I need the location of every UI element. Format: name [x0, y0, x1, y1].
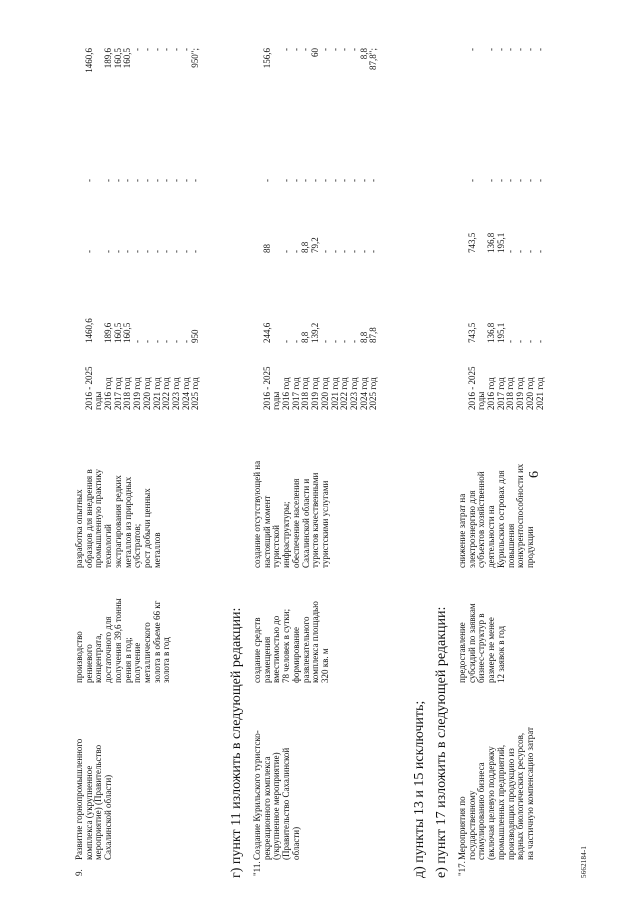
- local-column: 1460,6 189,6 160,5 160,5 - - - - - - 950";: [83, 48, 201, 73]
- measure-effect: разработка опытных образцов для внедрения в промышленную практику технологий экстрагирования редких металлов из природных субстратов; рост добычи ценных металлов: [74, 469, 162, 568]
- measure-result: производство рениевого концентрата, достаточного для получения 39,6 тонны рения в год; получение металлического золота в объеме 66 кг золота в год: [74, 598, 172, 683]
- measure-result: создание средств размещения вместимостью до 78 человек в сутки; формирование развлекательного комплекса площадью 320 кв. м: [252, 601, 330, 683]
- federal-column: - - - - - - - - - - -: [83, 250, 201, 253]
- regional-column: - - - - - - -: [466, 179, 545, 182]
- local-column: - - - - - - -: [466, 48, 545, 51]
- federal-column: 743,5 136,8 195,1 - - - -: [466, 232, 545, 253]
- measure-effect: снижение затрат на электроэнергию для субъектов хозяйственной деятельности на Курильских островах для повышения конкурентоспособности их продукции: [457, 463, 535, 568]
- total-column: 743,5 136,8 195,1 - - - -: [466, 322, 545, 343]
- local-column: 156,6 - - - 60 - - - - 8,8 87,8";: [261, 48, 379, 70]
- amendment-heading-d: д) пункты 13 и 15 исключить;: [412, 700, 427, 878]
- row-number: "11.: [252, 861, 262, 876]
- federal-column: 88 - - 8,8 79,2 - - - - - -: [261, 237, 379, 253]
- measure-name: Развитие горнопромышленного комплекса (укрупненное мероприятие) (Правительство Сахалинской области): [74, 738, 114, 860]
- regional-column: - - - - - - - - - - -: [83, 179, 201, 182]
- total-column: 1460,6 189,6 160,5 160,5 - - - - - - 950: [83, 318, 201, 343]
- total-column: 244,6 - - 8,8 139,2 - - - - 8,8 87,8: [261, 322, 379, 343]
- rotated-content: [65, 38, 588, 878]
- amendment-heading-e: е) пункт 17 изложить в следующей редакции:: [434, 606, 449, 878]
- row-number: 9.: [74, 869, 84, 876]
- measure-result: предоставление субсидий по заявкам бизнес-структур в размере не менее 12 заявок в год: [457, 603, 506, 683]
- regional-column: - - - - - - - - - - -: [261, 179, 379, 182]
- years-column: 2016 - 2025 годы 2016 год 2017 год 2018 год 2019 год 2020 год 2021 год 2022 год 2023 год 2024 год 2025 год: [261, 366, 379, 410]
- row-number: "17.: [457, 861, 467, 876]
- measure-effect: создание отсутствующей на настоящий момент туристской инфраструктуры; обеспечение населения Сахалинской области и туристов качественными туристскими услугами: [252, 460, 330, 568]
- measure-name: Мероприятия по государственному стимулированию бизнеса (включая целевую поддержку промышленных предприятий, производящих продукцию из водных биологических ресурсов, на частичную компенсацию затрат: [457, 727, 535, 860]
- measure-name: Создание Курильского туристско- рекреационного комплекса (укрупненное мероприятие) (Правительство Сахалинской области): [252, 730, 301, 860]
- amendment-heading-g: г) пункт 11 изложить в следующей редакции:: [229, 607, 244, 878]
- years-column: 2016 - 2025 годы 2016 год 2017 год 2018 год 2019 год 2020 год 2021 год: [466, 366, 545, 410]
- page-number: 6: [527, 471, 542, 478]
- years-column: 2016 - 2025 годы 2016 год 2017 год 2018 год 2019 год 2020 год 2021 год 2022 год 2023 год 2024 год 2025 год: [83, 366, 201, 410]
- document-id: 5662184-1: [580, 845, 588, 878]
